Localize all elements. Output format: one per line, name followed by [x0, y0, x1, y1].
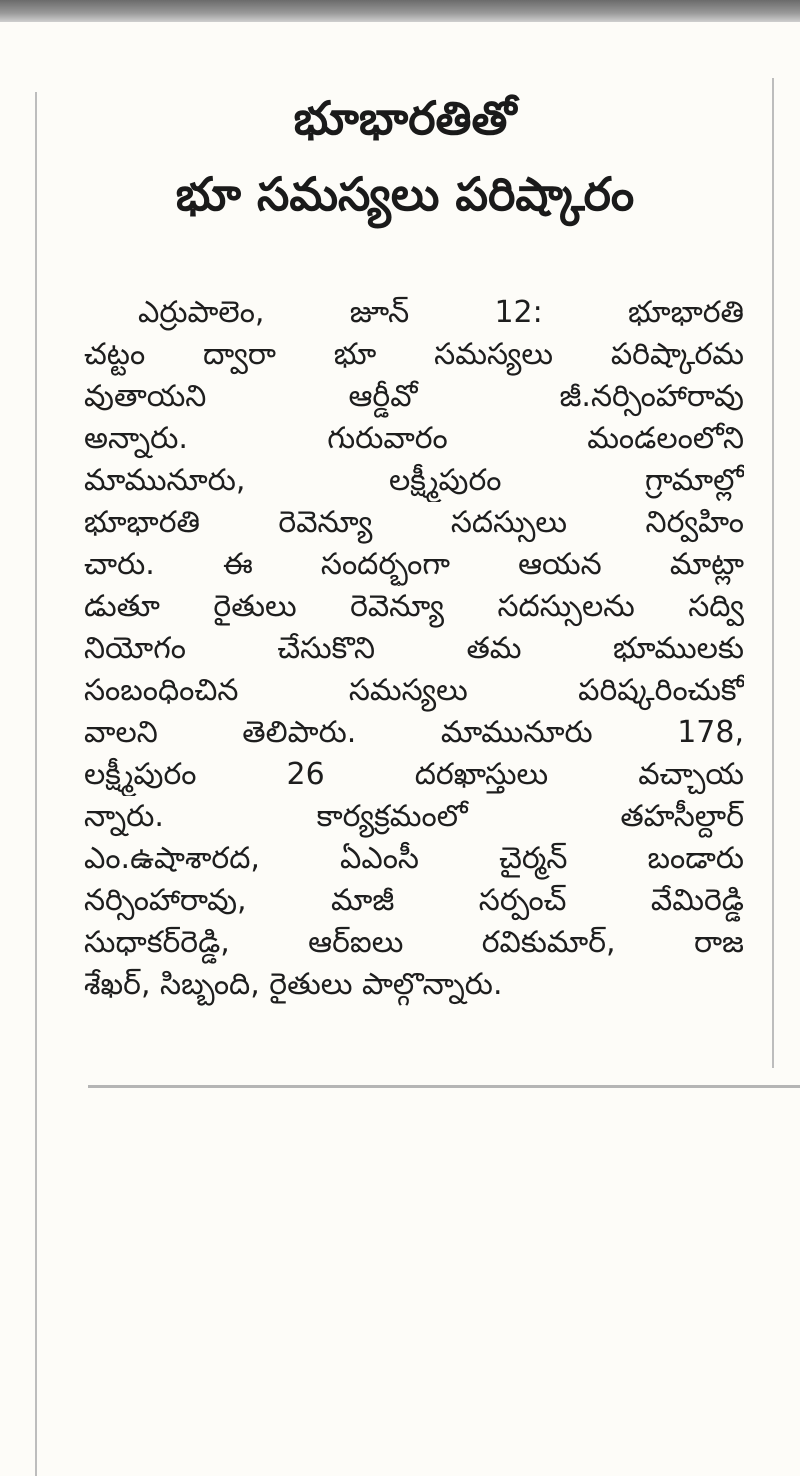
body-line: వుతాయని ఆర్డీవో జీ.నర్సింహారావు	[84, 379, 744, 414]
article-end-rule	[88, 1085, 800, 1088]
body-line: మామునూరు, లక్ష్మీపురం గ్రామాల్లో	[84, 463, 744, 498]
column-rule-right	[772, 78, 774, 1068]
body-line: నియోగం చేసుకొని తమ భూములకు	[84, 631, 744, 666]
headline-line-2: భూ సమస్యలు పరిష్కారం	[175, 167, 635, 221]
body-line: అన్నారు. గురువారం మండలంలోని	[84, 421, 744, 456]
article-body	[84, 292, 744, 1006]
article-paragraph	[84, 292, 744, 1006]
body-line: నర్సింహారావు, మాజీ సర్పంచ్ వేమిరెడ్డి	[84, 883, 744, 918]
body-line: చట్టం ద్వారా భూ సమస్యలు పరిష్కారమ	[84, 337, 744, 372]
body-line: ఎర్రుపాలెం, జూన్ 12: భూభారతి	[138, 295, 744, 330]
body-line: సంబంధించిన సమస్యలు పరిష్కరించుకో	[84, 673, 744, 708]
body-line: భూభారతి రెవెన్యూ సదస్సులు నిర్వహిం	[84, 505, 744, 540]
body-line: డుతూ రైతులు రెవెన్యూ సదస్సులను సద్వి	[84, 589, 744, 624]
body-line: ఎం.ఉషాశారద, ఏఎంసీ చైర్మన్ బండారు	[84, 841, 744, 876]
body-line: చారు. ఈ సందర్భంగా ఆయన మాట్లా	[84, 547, 744, 582]
body-line: న్నారు. కార్యక్రమంలో తహసీల్దార్	[84, 799, 744, 834]
body-line: లక్ష్మీపురం 26 దరఖాస్తులు వచ్చాయ	[84, 757, 744, 792]
body-line: వాలని తెలిపారు. మామునూరు 178,	[84, 715, 744, 750]
headline-line-1: భూభారతితో	[293, 91, 517, 145]
body-line: శేఖర్, సిబ్బంది, రైతులు పాల్గొన్నారు.	[84, 967, 503, 1002]
top-border-strip	[0, 0, 800, 22]
body-line: సుధాకర్‌రెడ్డి, ఆర్‌ఐలు రవికుమార్, రాజ	[84, 925, 744, 960]
article-headline	[60, 82, 750, 234]
column-rule-left	[35, 92, 37, 1476]
